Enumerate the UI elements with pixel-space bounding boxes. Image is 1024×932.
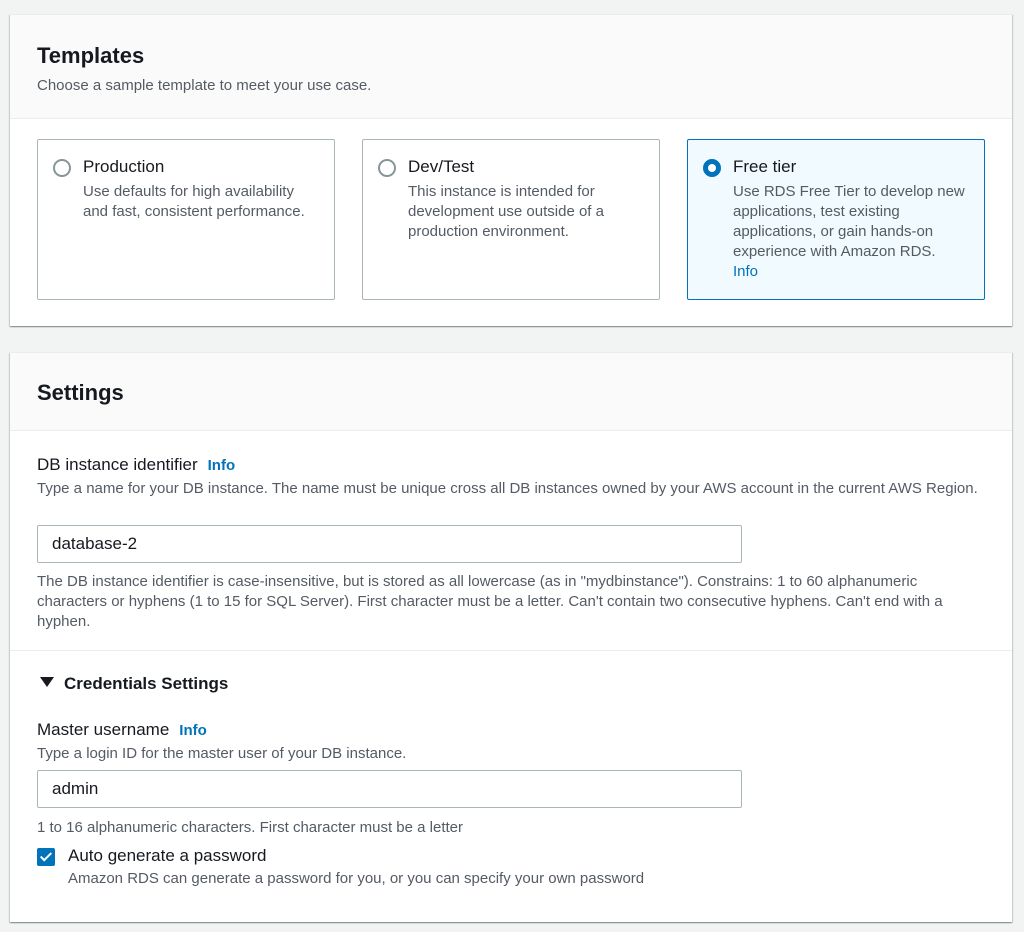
master-username-input[interactable]: admin [37, 770, 742, 808]
section-divider [10, 650, 1012, 651]
tile-description [733, 182, 970, 282]
credentials-expander[interactable] [40, 674, 228, 694]
auto-password-option [37, 846, 985, 887]
master-username-info-link[interactable]: Info [179, 722, 207, 739]
templates-title: Templates [37, 43, 145, 68]
credentials-title: Credentials Settings [64, 674, 229, 693]
master-username-field [37, 720, 985, 764]
settings-title: Settings [37, 380, 124, 405]
template-tiles [37, 139, 985, 300]
db-identifier-constraint: The DB instance identifier is case-insensitive, but is stored as all lowercase (as in "mydbinstance"). Constrains: 1 to 60 alphanumeric characters or hyphens (1 to 15 for SQL Server). First character must be a letter. Can't contain two consecutive hyphens. Can't end with a hyphen. [37, 573, 943, 630]
db-identifier-info-link[interactable]: Info [207, 457, 236, 474]
caret-down-icon [40, 677, 54, 687]
tile-description: This instance is intended for development use outside of a production environment. [408, 183, 604, 240]
radio-dev-test[interactable] [378, 159, 396, 177]
templates-panel [10, 14, 1012, 326]
settings-header [10, 353, 1012, 431]
master-username-description: Type a login ID for the master user of your DB instance. [37, 745, 407, 762]
master-username-label: Master username [37, 720, 170, 739]
tile-title: Dev/Test [408, 157, 475, 176]
db-identifier-field [37, 455, 985, 499]
templates-description: Choose a sample template to meet your use case. [37, 77, 372, 94]
auto-password-description: Amazon RDS can generate a password for you, or you can specify your own password [68, 870, 645, 887]
db-identifier-label: DB instance identifier [37, 455, 198, 474]
auto-password-checkbox[interactable] [37, 848, 55, 866]
master-username-constraint: 1 to 16 alphanumeric characters. First character must be a letter [37, 819, 464, 836]
tile-description-text: Use RDS Free Tier to develop new applications, test existing applications, or gain hands-on experience with Amazon RDS. [733, 183, 965, 260]
master-username-label-row [37, 720, 985, 740]
template-tile-free-tier[interactable] [687, 139, 985, 300]
radio-free-tier[interactable] [703, 159, 721, 177]
db-identifier-label-row [37, 455, 985, 475]
templates-header [10, 15, 1012, 119]
db-identifier-input-wrap [37, 525, 985, 563]
master-username-input-wrap [37, 770, 985, 808]
tile-title: Production [83, 157, 165, 176]
auto-password-label[interactable]: Auto generate a password [68, 846, 267, 865]
tile-title: Free tier [733, 157, 797, 176]
free-tier-info-link[interactable]: Info [733, 263, 759, 280]
db-identifier-input[interactable]: database-2 [37, 525, 742, 563]
db-identifier-description: Type a name for your DB instance. The name must be unique cross all DB instances owned by your AWS account in the current AWS Region. [37, 480, 978, 497]
template-tile-dev-test[interactable] [362, 139, 660, 300]
settings-panel [10, 352, 1012, 922]
radio-production[interactable] [53, 159, 71, 177]
tile-description: Use defaults for high availability and fast, consistent performance. [83, 183, 305, 220]
template-tile-production[interactable] [37, 139, 335, 300]
